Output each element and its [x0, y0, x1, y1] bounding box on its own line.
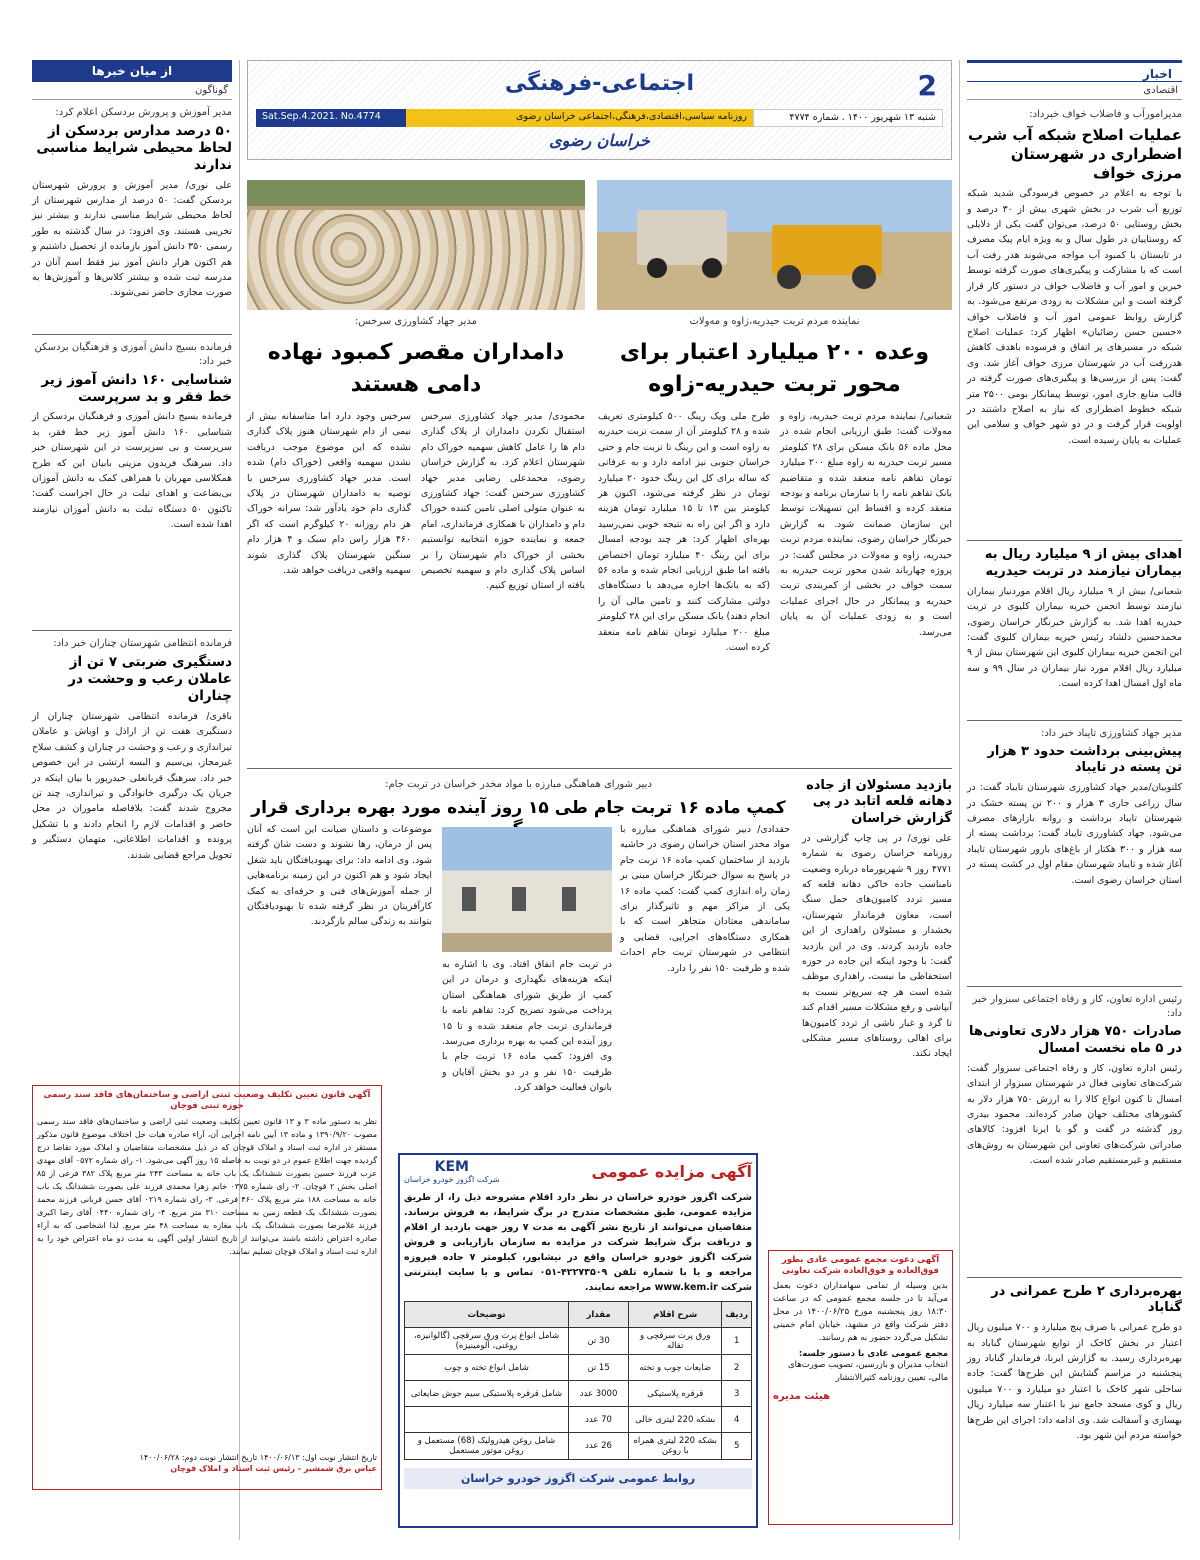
table-cell: ورق پرت سرقچی و تفاله [629, 1328, 722, 1355]
column-divider [959, 60, 960, 1540]
article-2 [247, 315, 585, 770]
article-body: شعبانی/ نماینده مردم تربت حیدریه، زاوه و مه‌ولات گفت: طبق ارزیابی انجام شده در محل ماده ۵۶ بانک مسکن برای ۲۸ کیلومتر مسیر تربت حیدریه به زاوه مبلغ ۲۰۰ میلیارد تومان تفاهم نامه منعقد شده و متقاضیم بانک تفاهم نامه را با سازمان برنامه و بودجه منعقد کرده و اقساط این تسهیلات توسط این سازمان ضمانت شود. به گزارش خبرنگار خراسان رضوی، نماینده مردم تربت حیدریه، زاوه و مه‌ولات در مجلس گفت: در پروژه چهارباند شدن محور تربت حیدریه به سمت خواف در بخشی از کمربندی تربت حیدریه و پیمانکار در حال اجرای عملیات است و به زودی عملیات آن به پایان می‌رسد. [780, 411, 952, 638]
article-title: پیش‌بینی برداشت حدود ۳ هزار تن پسته در تایباد [987, 743, 1182, 775]
section-title: اجتماعی-فرهنگی [504, 71, 695, 96]
table-header: مقدار [569, 1302, 629, 1328]
table-cell: شامل روغن هیدرولیک (68) مستعمل و روغن موتور مستعمل [405, 1433, 569, 1460]
ad-title: آگهی دعوت مجمع عمومی عادی بطور فوق‌العاده و فوق‌العاده شرکت تعاونی [781, 1255, 940, 1276]
page-number: 2 [917, 69, 937, 102]
english-date: Sat.Sep.4.2021. No.4774 [256, 109, 406, 127]
article-kicker: نماینده مردم تربت حیدریه،زاوه و مه‌ولات [689, 316, 860, 327]
article-body: سرخس وجود دارد اما متاسفانه بیش از نیمی از دام شهرستان هنوز پلاک گذاری نشده که این موضوع موجب دریافت نشدن سهمیه واقعی (خوراک دام) شده است. مدیر جهاد کشاورزی سرخس با توصیه به دامداران شهرستان در پلاک گذاری دام خود یادآور شد: سرانه خوراک هر دام روزانه ۲۰ کیلوگرم است که اگر ۴۶۰ هزار راس دام سبک و ۴ هزار دام سنگین شهرستان پلاک گذاری شوند سهمیه واقعی دریافت خواهد شد. [247, 411, 412, 577]
article-kicker: مدیر جهاد کشاورزی سرخس: [355, 316, 477, 327]
auction-items-table [404, 1301, 752, 1460]
article-kicker: رئیس اداره تعاون، کار و رفاه اجتماعی سبزوار خبر داد: [972, 994, 1182, 1020]
section-tab-az-mian-khabarha: از میان خبرها [32, 60, 232, 82]
article-kicker: فرمانده بسیج دانش آموزی و فرهنگیان بردسکن خبر داد: [34, 341, 232, 367]
ad-body: بدین وسیله از تمامی سهامداران دعوت بعمل می‌آید تا در جلسه مجمع عمومی که در ساعت ۱۸:۳۰ روز پنجشنبه مورخ ۱۴۰۰/۰۶/۲۵ در محل دفتر شرکت واقع در مشهد، خیابان امام خمینی تشکیل می‌گردد حضور به هم رسانند. [773, 1281, 948, 1344]
section-sub-label: اقتصادی [967, 82, 1182, 100]
table-cell: شامل انواع تخته و چوب [405, 1355, 569, 1381]
article-title: وعده ۲۰۰ میلیارد اعتبار برای محور تربت حیدریه-زاوه [619, 340, 930, 397]
ad-agenda-title: مجمع عمومی عادی با دستور جلسه: [798, 1349, 948, 1360]
assembly-ad [768, 1250, 953, 1525]
ad-body: نظر به دستور ماده ۳ و ۱۳ قانون تعیین تکلیف وضعیت ثبتی اراضی و ساختمان‌های فاقد سند رسمی مصوب ۱۳۹۰/۹/۲۰ و ماده ۱۳ آیین نامه اجرایی آن، آراء صادره هیات حل اختلاف موضوع قانون مذکور مستقر در اداره ثبت اسناد و املاک قوچان که در ذیل مشخصات متقاضیان و املاک مورد تقاضا درج گردیده جهت اطلاع عموم در دو نوبت به فاصله ۱۵ روز آگهی می‌شود. ۱- رای شماره ۰۵۷۲ آقای مهدی عرب فرزند حسین بصورت ششدانگ یک باب خانه به مساحت ۲۴۳ متر مربع پلاک ۳۸۲ فرعی از ۸۵ اصلی بخش ۲ قوچان. ۲- رای شماره ۰۳۷۵ خانم زهرا محمدی فرزند علی بصورت ششدانگ یک باب خانه به مساحت ۱۸۸ متر مربع پلاک ۴۶۰ فرعی. ۳- رای شماره ۰۲۱۹ آقای حسن قربانی فرزند محمد بصورت ششدانگ یک قطعه زمین به مساحت ۳۱۰ متر مربع. ۴- رای شماره ۰۴۴۰ آقای رضا اکبری فرزند غلامرضا بصورت ششدانگ یک باب مغازه به مساحت ۴۸ متر مربع. لذا اشخاصی که به آراء صادره اعتراض داشته باشند می‌توانند از تاریخ انتشار اولین آگهی به مدت دو ماه اعتراض خود را به اداره ثبت اسناد و املاک قوچان تسلیم نمایند. [37, 1117, 378, 1257]
article-kicker: فرمانده انتظامی شهرستان چناران خبر داد: [53, 638, 232, 650]
table-header: شرح اقلام [629, 1302, 722, 1328]
table-cell: 3000 عدد [569, 1381, 629, 1407]
table-header-row [405, 1302, 752, 1328]
article-body: محمودی/ مدیر جهاد کشاورزی سرخس استقبال نکردن دامداران از پلاک گذاری دام ها را عامل کاهش سهمیه خوراک دام شهرستان اعلام کرد. به گزارش خراسان رضوی، محمدعلی رضایی مدیر جهاد کشاورزی سرخس گفت: جهاد کشاورزی به عنوان متولی اصلی تامین کننده خوراک دام و دامداران با همکاری فرمانداری، امام جمعه و نماینده حوزه انتخابیه توانستیم بخشی از خوراک دام شهرستان را بر اساس پلاک گذاری دام و سهمیه تخصیص یافته از استان توزیع کنیم. [421, 411, 585, 592]
table-cell: شامل قرقره پلاستیکی سیم جوش ضایعاتی [405, 1381, 569, 1407]
table-cell: 4 [722, 1407, 752, 1433]
article-kicker: مدیر جهاد کشاورزی تایباد خبر داد: [1040, 727, 1182, 739]
left-news-column [32, 60, 232, 1070]
ad-intro: شرکت اگزوز خودرو خراسان در نظر دارد اقلام مشروحه ذیل را، از طریق مزایده عمومی، طبق مشخصات مندرج در برگ شرایط، به فروش برساند. متقاضیان می‌توانند از تاریخ نشر آگهی به مدت ۷ روز جهت بازدید از اقلام و دریافت برگ شرایط شرکت در مزایده به سازمان بازاریابی و فروش شرکت اگزوز خودرو خراسان واقع در نیشابور، کیلومتر ۷ جاده فیروزه مراجعه و یا با شماره تلفن ۴۲۲۷۳۵۰۹-۰۵۱ تماس و یا سایت اینترنتی شرکت www.kem.ir مراجعه نمایند. [404, 1192, 753, 1293]
article-title: ۵۰ درصد مدارس بردسکن از لحاظ محیطی شرایط مناسبی ندارند [36, 123, 232, 173]
photo-sheep-flock [247, 180, 585, 310]
article-kicker: مدیر آموزش و پرورش بردسکن اعلام کرد: [55, 107, 232, 118]
table-row [405, 1407, 752, 1433]
table-cell: 26 عدد [569, 1433, 629, 1460]
ad-signature: هیئت مدیره [773, 1391, 831, 1403]
table-cell: بشکه 220 لیتری خالی [629, 1407, 722, 1433]
tagline: روزنامه سیاسی،اقتصادی،فرهنگی،اجتماعی خراسان رضوی [406, 109, 753, 127]
article-body: علی نوری/ مدیر آموزش و پرورش شهرستان بردسکن گفت: ۵۰ درصد از مدارس شهرستان از لحاظ محیطی شرایط مناسبی ندارند و بیشتر نیز تخریبی هستند. وی افزود: در سال گذشته به طور رسمی ۳۵۰ دانش آموز بازمانده از تحصیل داشتیم و هم اکنون هزار دانش آموز نیز فقط اسم آنان در مدرسه ثبت شده و بیشتر کلاس‌ها و آموزش‌ها به صورت مجازی حاضر نمی‌شوند. [32, 179, 232, 299]
ad-agenda: انتخاب مدیران و بازرسین، تصویب صورت‌های مالی، تعیین روزنامه کثیرالانتشار [787, 1360, 948, 1384]
photo-road-machinery [597, 180, 952, 310]
legal-ad [32, 1085, 382, 1490]
article-body: طرح ملی ویک رینگ ۵۰۰ کیلومتری تعریف شده و ۲۸ کیلومتر آن از سمت تربت حیدریه به زاوه است و این رینگ تا تربت جام و حتی خراسان جنوبی نیز ادامه دارد و به عرفانی که ساله برای کل این رینگ حدود ۲۰ میلیارد تومان در نظر گرفته می‌شود، اکنون هر کیلومتر بین ۱۳ تا ۱۵ میلیارد تومان هزینه دارد و اگر این راه به نتیجه خوبی نمی‌رسید بهره‌ای اظهار کرد: هر چند بودجه امسال برای این رینگ ۴۰ میلیارد تومان اختصاص یافته اما طبق ارزیابی انجام شده و ماده ۵۶ (که به بانک‌ها اجازه می‌دهد با دستگاه‌های دولتی مشارکت کنند و تامین مالی آن را انجام دهند) بانک مسکن برای این ۲۸ کیلومتر مبلغ ۲۰۰ میلیارد تومان تفاهم نامه منعقد کرده است. [598, 411, 770, 654]
table-cell [405, 1407, 569, 1433]
ad-title: آگهی مزایده عمومی [591, 1161, 752, 1181]
table-cell: 2 [722, 1355, 752, 1381]
article-body: فرمانده بسیج دانش آموزی و فرهنگیان بردسکن از شناسایی ۱۶۰ دانش آموز زیر خط فقر، بد سرپرست و بی سرپرست در این شهرستان خبر داد. سرهنگ فریدون مزینی بابیان این که طرح همکلاسی مهربان با همراهی کمک به دانش آموزان بی‌بضاعت و اهدای تبلت در حال اجراست گفت: تاکنون ۵۰ دستگاه تبلت به دانش آموزان نیازمند اهدا شده است. [32, 411, 232, 531]
table-cell: بشکه 220 لیتری همراه با روغن [629, 1433, 722, 1460]
article-title: دستگیری ضربتی ۷ تن از عاملان رعب و وحشت در چناران [68, 654, 232, 705]
ad-signature: عباس برق شمشیر - رئیس ثبت اسناد و املاک قوچان [170, 1464, 377, 1474]
kem-logo: KEM [434, 1159, 469, 1175]
section-tab-akhbar: اخبار [967, 60, 1182, 82]
table-row [405, 1355, 752, 1381]
newspaper-logo: خراسان رضوی [549, 131, 650, 150]
article-body: علی نوری/ در پی چاپ گزارشی در روزنامه خراسان رضوی به شماره ۴۷۷۱ روز ۹ شهریورماه درباره وضعیت نامناسب جاده خاکی دهانه قلعه که مسیر تردد کامیون‌های حمل سنگ است، معاون فرماندار شهرستان، بخشدار و مسئولان راهداری از این جاده بازدید کردند. وی در این بازدید گفت: با وجود اینکه این جاده در حوزه استحفاظی ما نیست، راهداری موظف شده است هر چه سریع‌تر نسبت به آبپاشی و رفع مشکلات مسیر اقدام کند تا گرد و غبار ناشی از تردد کامیون‌ها برای اهالی روستاهای مسیر مشکلی ایجاد نکند. [802, 832, 952, 1060]
article-body: باقری/ فرمانده انتظامی شهرستان چناران از دستگیری هفت تن از اراذل و اوباش و عاملان تیراندازی و رعب و وحشت در چناران و کشف سلاح غیرمجاز، بی‌سیم و البسه ارتشی در این خصوص خبر داد. سرهنگ قربانعلی حیدرپور با بیان اینکه در جریان یک درگیری خانوادگی و تیراندازی، چند تن مجروح شدند گفت: بلافاصله ماموران در محل حاضر و اقدامات لازم را انجام دادند و با تشکیل پرونده و اقدامات اطلاعاتی، متهمان دستگیر و تحویل مراجع قضایی شدند. [32, 711, 232, 861]
article-title: کمپ ماده ۱۶ تربت جام طی ۱۵ روز آینده مورد بهره برداری قرار [251, 798, 786, 818]
ad-footer: روابط عمومی شرکت اگزوز خودرو خراسان [404, 1468, 752, 1489]
article-body: دو طرح عمرانی با صرف پنج میلیارد و ۷۰۰ میلیون ریال اعتبار در بخش کاخک از توابع شهرستان گناباد به بهره‌برداری رسید. به گزارش ایرنا، فرماندار گناباد روز پنجشنبه در مراسم گشایش این طرح‌ها گفت: جاده ساحلی شهر کاخک با اعتبار دو میلیارد و ۷۰۰ میلیون ریال و کوی مسجد جامع نیز با اعتبار سه میلیارد ریال بهسازی و آسفالت شد. وی ادامه داد: اجرای این طرح‌ها خواسته مردم این شهر بود. [966, 1322, 1182, 1442]
ad-dates: تاریخ انتشار نوبت اول: ۱۴۰۰/۰۶/۱۳ تاریخ انتشار نوبت دوم: ۱۴۰۰/۰۶/۲۸ [139, 1453, 377, 1463]
issue-date: شنبه ۱۳ شهریور ۱۴۰۰ . شماره ۴۷۷۴ [753, 109, 943, 127]
article-title: بهره‌برداری ۲ طرح عمرانی در گناباد [991, 1283, 1182, 1315]
table-cell: 3 [722, 1381, 752, 1407]
table-header: توضیحات [405, 1302, 569, 1328]
ad-title: آگهی قانون تعیین تکلیف وضعیت ثبتی اراضی و ساختمان‌های فاقد سند رسمی حوزه ثبتی قوچان [43, 1090, 371, 1111]
article-kicker: دبیر شورای هماهنگی مبارزه با مواد مخدر خراسان در تربت جام: [385, 779, 652, 790]
article-title: بازدید مسئولان از جاده دهانه قلعه اتابد در پی گزارش خراسان [806, 778, 952, 826]
article-title: دامداران مقصر کمبود نهاده دامی هستند [267, 340, 565, 397]
article-title: شناسایی ۱۶۰ دانش آموز زیر خط فقر و بد سرپرست [41, 371, 232, 405]
table-cell: 1 [722, 1328, 752, 1355]
article-3-columns [247, 822, 952, 1094]
article-body: در تربت جام انفاق افتاد. وی با اشاره به اینکه هزینه‌های نگهداری و درمان در این کمپ از طریق شورای هماهنگی استان پرداخت می‌شود تصریح کرد: تفاهم نامه با فرمانداری تربت جام منعقد شده و تا ۱۵ روز آینده این کمپ به بهره برداری می‌رسد. وی افزود: کمپ ماده ۱۶ تربت جام با ظرفیت ۱۵۰ نفر و در دو بخش آقایان و بانوان فعالیت خواهد کرد. [442, 959, 612, 1094]
article-kicker: مدیرامورآب و فاضلاب خواف خبرداد: [1029, 109, 1182, 120]
article-title: اهدای بیش از ۹ میلیارد ریال به بیماران نیازمند در تربت حیدریه [984, 547, 1182, 579]
table-cell: شامل انواع پرت ورق سرقچی (گالوانیزه، روغنی، آلومینیزه) [405, 1328, 569, 1355]
section-sub-label: گوناگون [32, 82, 232, 100]
article-body: شعبانی/ بیش از ۹ میلیارد ریال اقلام موردنیاز بیماران نیازمند توسط انجمن خیریه بیماران کلیوی در تربت حیدریه اهدا شد. به گزارش خبرنگار خراسان رضوی، محمدحسین دلشاد رئیس خیریه بیماران کلیوی گفت: این انجمن خیریه بیماران کلیوی این شهرستان بیش از ۹ میلیارد ریال اقلام مورد نیاز بیماران در سال ۹۹ و سه ماه اول امسال اهدا کرده است. [967, 585, 1183, 690]
masthead-info-bar [256, 109, 943, 127]
table-cell: 15 تن [569, 1355, 629, 1381]
article-body: رئیس اداره تعاون، کار و رفاه اجتماعی سبزوار گفت: شرکت‌های تعاونی فعال در شهرستان سبزوار از ابتدای امسال تا کنون انواع کالا را به ارزش ۷۵۰ هزار دلار به کشورهای مختلف جهان صادر کرده‌اند. محمود بیدری روز گذشته در گفت و گو با ایرنا افزود: کالاهای صادراتی شرکت‌های تعاونی این شهرستان به روش‌های مستقیم و غیرمستقیم صادر شده است. [967, 1062, 1183, 1167]
table-cell: قرقره پلاستیکی [629, 1381, 722, 1407]
table-header: ردیف [722, 1302, 752, 1328]
table-cell: 30 تن [569, 1328, 629, 1355]
masthead [247, 60, 952, 160]
article-body: حقدادی/ دبیر شورای هماهنگی مبارزه با مواد مخدر استان خراسان رضوی در حاشیه بازدید از ساختمان کمپ ماده ۱۶ تربت جام در پاسخ به سوال خبرنگار خراسان مبنی بر زمان راه اندازی کمپ گفت: کمپ ماده ۱۶ یکی از مراکز مهم و تاثیرگذار برای ساماندهی معتادان متجاهر است که با همکاری دستگاه‌های اجرایی، قضایی و انتظامی در شهرستان تربت جام احداث شده و ظرفیت ۱۵۰ نفر را دارد. [620, 824, 791, 974]
table-cell: ضایعات چوب و تخته [629, 1355, 722, 1381]
article-body: موضوعات و داستان صیانت این است که آنان پس از درمان، رها نشوند و دست شان گرفته شود. وی ادامه داد: برای بهبودیافتگان باید شغل ایجاد شود و هم اکنون در این زمینه برنامه‌هایی از جمله آموزش‌های فنی و حرفه‌ای به کمک کارآفرینان در نظر گرفته شده تا بهبودیافتگان بتوانند به زندگی سالم بازگردند. [247, 824, 432, 928]
article-title: صادرات ۷۵۰ هزار دلاری تعاونی‌ها در ۵ ماه نخست امسال [969, 1024, 1182, 1056]
article-1 [597, 315, 952, 770]
table-row [405, 1433, 752, 1460]
table-row [405, 1328, 752, 1355]
table-cell: 70 عدد [569, 1407, 629, 1433]
table-cell: 5 [722, 1433, 752, 1460]
table-row [405, 1381, 752, 1407]
kem-auction-ad [398, 1153, 758, 1528]
photo-camp-building [442, 827, 612, 952]
right-news-column [967, 60, 1182, 1550]
company-name: شرکت اگزوز خودرو خراسان [404, 1175, 500, 1184]
article-title: عملیات اصلاح شبکه آب شرب اضطراری در شهرستان مرزی خواف [967, 126, 1182, 182]
article-body: کلتوبیان/مدیر جهاد کشاورزی شهرستان تایباد گفت: در سال زراعی جاری ۳ هزار و ۲۰۰ تن پسته خشک در شهرستان تایباد برداشت و روانه بازارهای مصرف می‌شود. جهاد کشاورزی تایباد گفت: برداشت پسته از سه هزار و ۳۰۰ هکتار از باغ‌های بارور شهرستان تایباد آغاز شده و تایباد شهرستان مقام اول در کشت پسته در استان خراسان رضوی است. [967, 782, 1182, 886]
article-body: با توجه به اعلام در خصوص فرسودگی شدید شبکه توزیع آب شرب در بخش شهری بیش از ۳۰ درصد و بخش روستایی ۵۰ درصد، می‌توان گفت یکی از دلایلی که روستاییان در طول سال و به ویژه ایام پیک مصرف در تابستان با کمبود آب مواجه می‌شوند هدر رفت آب است که با مشارکت و پیگیری‌های صورت گرفته توسط خیرین و امور آب و فاضلاب خواف در دستور کار قرار گرفته است و این مشکلات به زودی مرتفع می‌شود. به گزارش روابط عمومی امور آب و فاضلاب خواف «حسین حسن رضائیان» اظهار کرد: عملیات اصلاح شبکه در مسیرهای پر اتفاق و فرسوده باهدف کاهش هدررفت آب در شهرستان مرزی خواف آغاز شد. وی گفت: پس از بررسی‌ها و پیگیری‌های صورت گرفته در قالب منابع جاری امور، توسط پیمانکار بومی ۲۵۰۰ متر شبکه خطوط اضطراری که نیاز به اصلاح داشتند در اولویت قرار گرفت و در دو شهر خواف و سلامی این عملیات به پایان رسیده است. [967, 188, 1182, 446]
